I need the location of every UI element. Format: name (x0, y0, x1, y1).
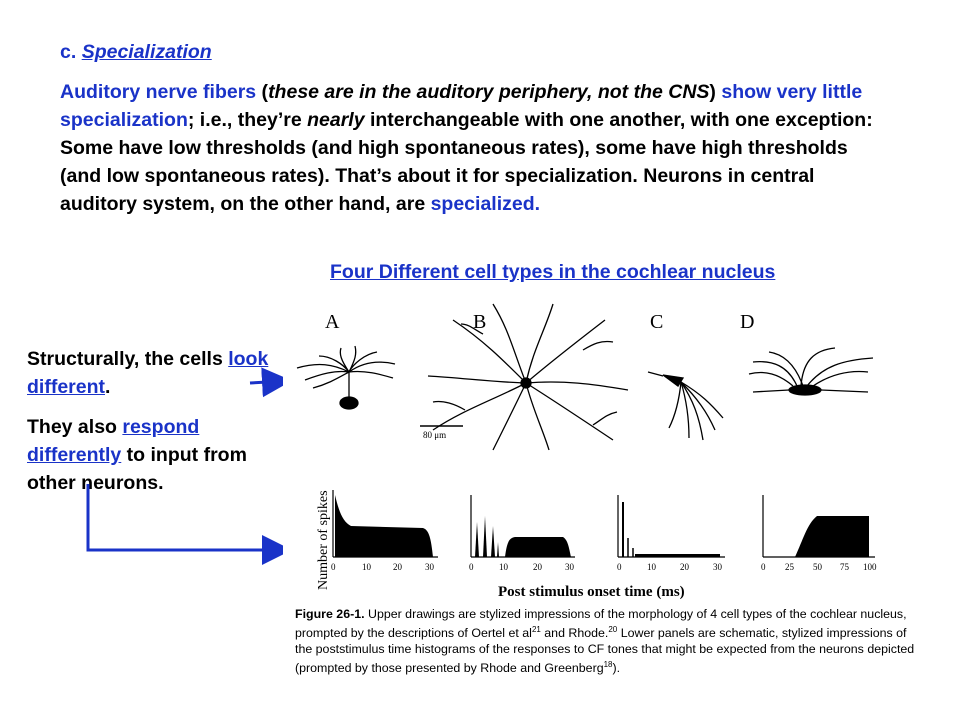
respond-differently-link: respond differently (27, 416, 200, 466)
intro-text: ( (256, 81, 269, 103)
tick-label: 0 (469, 562, 474, 572)
intro-text: ) (709, 81, 722, 103)
caption-text: and Rhode. (540, 626, 609, 641)
side-text-run: Structurally, the cells (27, 348, 229, 370)
caption-reference: 20 (608, 625, 618, 634)
intro-text: interchangeable with one another, with one exception: Some have low thresholds (and high spontaneous rates), some have high thresholds (and low spontaneous rates). That’s about it for specialization. Neurons in central auditory system, on the other hand, are (60, 109, 873, 215)
tick-label: 0 (617, 562, 622, 572)
tick-label: 10 (647, 562, 656, 572)
tick-label: 25 (785, 562, 794, 572)
caption-label: Figure 26-1. (295, 607, 365, 621)
tick-label: 10 (362, 562, 371, 572)
tick-label: 20 (533, 562, 542, 572)
cell-label-a: A (325, 311, 340, 333)
look-different-link: look different (27, 348, 269, 398)
side-paragraph-structure (27, 345, 282, 401)
tick-label: 50 (813, 562, 822, 572)
tick-label: 30 (713, 562, 722, 572)
side-text (27, 345, 282, 509)
histogram-y-label: Number of spikes (316, 490, 331, 590)
intro-emphasis: nearly (307, 109, 365, 131)
side-text-run: to input from other neurons. (27, 444, 247, 494)
tick-label: 0 (331, 562, 336, 572)
figure-caption (295, 606, 927, 676)
side-paragraph-response (27, 413, 282, 497)
cell-label-c: C (650, 311, 664, 333)
caption-reference: 21 (531, 625, 541, 634)
intro-phrase-little-specialization: show very little specialization (60, 81, 863, 131)
tick-label: 0 (761, 562, 766, 572)
intro-paragraph (60, 78, 875, 218)
caption-text: Lower panels are schematic, stylized impressions of the poststimulus time histograms of the responses to CF tones that might be expected from the neurons depicted (prompted by those presented by Rhode and Greenberg (295, 626, 915, 676)
cell-label-b: B (473, 311, 487, 333)
section-heading (60, 38, 212, 66)
tick-label: 10 (499, 562, 508, 572)
histogram-x-label: Post stimulus onset time (ms) (498, 584, 685, 600)
side-text-run: . (105, 376, 111, 398)
heading-title: Specialization (81, 41, 212, 63)
side-text-run: They also (27, 416, 123, 438)
scale-bar-label: 80 μm (423, 430, 447, 440)
tick-label: 75 (840, 562, 849, 572)
tick-label: 30 (425, 562, 434, 572)
intro-text: ; i.e., they’re (187, 109, 308, 131)
tick-label: 20 (680, 562, 689, 572)
heading-letter: c. (60, 41, 77, 63)
tick-label: 20 (393, 562, 402, 572)
intro-phrase-specialized: specialized. (430, 193, 541, 215)
caption-text: ). (612, 661, 621, 676)
figure-title: Four Different cell types in the cochlear nucleus (330, 261, 776, 283)
caption-reference: 18 (603, 660, 613, 670)
caption-text: Upper drawings are stylized impressions of the morphology of 4 cell types of the cochlear nucleus, prompted by the descriptions of Oertel et al (295, 607, 907, 641)
tick-label: 100 (863, 562, 877, 572)
tick-label: 30 (565, 562, 574, 572)
intro-phrase-fibers: Auditory nerve fibers (60, 81, 257, 103)
cell-label-d: D (740, 311, 755, 333)
intro-aside: these are in the auditory periphery, not the CNS (268, 81, 710, 103)
